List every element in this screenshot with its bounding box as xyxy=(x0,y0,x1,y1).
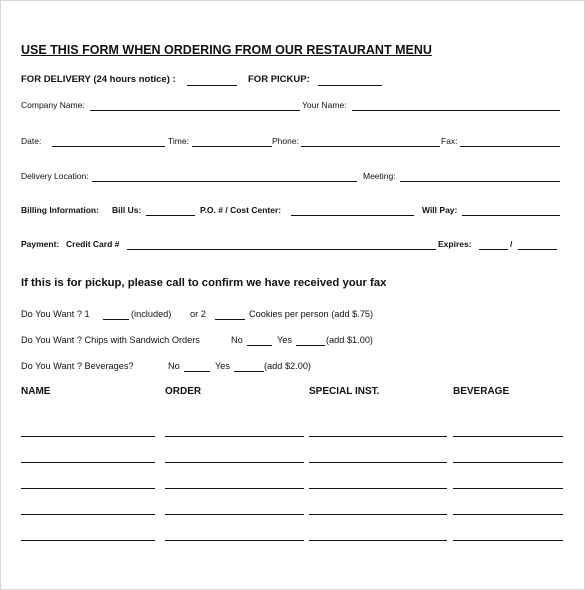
beverages-yes-field[interactable] xyxy=(234,371,264,372)
bill-us-field[interactable] xyxy=(146,215,195,216)
will-pay-label: Will Pay: xyxy=(422,205,458,215)
column-header-special-inst: SPECIAL INST. xyxy=(309,386,380,397)
order-field[interactable] xyxy=(165,462,304,463)
beverages-no-label: No xyxy=(168,361,180,371)
order-field[interactable] xyxy=(165,540,304,541)
date-label: Date: xyxy=(21,136,42,146)
column-header-beverage: BEVERAGE xyxy=(453,386,510,397)
beverage-field[interactable] xyxy=(453,540,563,541)
name-field[interactable] xyxy=(21,540,155,541)
beverages-yes-label: Yes xyxy=(215,361,230,371)
special-inst-field[interactable] xyxy=(309,462,447,463)
expires-year-field[interactable] xyxy=(518,249,557,250)
form-title: USE THIS FORM WHEN ORDERING FROM OUR RESTAURANT MENU xyxy=(21,43,432,57)
special-inst-field[interactable] xyxy=(309,514,447,515)
cookies-price-label: Cookies per person (add $.75) xyxy=(249,309,374,319)
included-label: (included) xyxy=(131,309,172,319)
column-header-name: NAME xyxy=(21,386,51,397)
beverage-field[interactable] xyxy=(453,514,563,515)
beverages-price-label: (add $2.00) xyxy=(264,361,311,371)
pickup-confirm-heading: If this is for pickup, please call to confirm we have received your fax xyxy=(21,277,387,289)
pickup-label: FOR PICKUP: xyxy=(248,74,310,85)
chips-yes-field[interactable] xyxy=(296,345,325,346)
expires-month-field[interactable] xyxy=(479,249,508,250)
will-pay-field[interactable] xyxy=(462,215,560,216)
beverages-question: Do You Want ? Beverages? xyxy=(21,361,134,371)
delivery-field[interactable] xyxy=(187,85,237,86)
beverage-field[interactable] xyxy=(453,462,563,463)
expires-label: Expires: xyxy=(438,239,472,249)
chips-no-label: No xyxy=(231,335,243,345)
time-label: Time: xyxy=(168,136,189,146)
time-field[interactable] xyxy=(192,146,272,147)
bill-us-label: Bill Us: xyxy=(112,205,142,215)
your-name-field[interactable] xyxy=(352,110,560,111)
name-field[interactable] xyxy=(21,514,155,515)
beverage-field[interactable] xyxy=(453,488,563,489)
your-name-label: Your Name: xyxy=(302,100,347,110)
cookies-two-field[interactable] xyxy=(215,319,245,320)
date-field[interactable] xyxy=(52,146,165,147)
fax-field[interactable] xyxy=(460,146,560,147)
order-field[interactable] xyxy=(165,436,304,437)
company-name-field[interactable] xyxy=(90,110,300,111)
credit-card-label: Credit Card # xyxy=(66,239,120,249)
po-cost-center-field[interactable] xyxy=(291,215,414,216)
chips-price-label: (add $1.00) xyxy=(326,335,373,345)
meeting-label: Meeting: xyxy=(363,171,396,181)
credit-card-field[interactable] xyxy=(127,249,436,250)
beverage-field[interactable] xyxy=(453,436,563,437)
special-inst-field[interactable] xyxy=(309,436,447,437)
special-inst-field[interactable] xyxy=(309,540,447,541)
name-field[interactable] xyxy=(21,488,155,489)
payment-label: Payment: xyxy=(21,239,60,249)
billing-info-label: Billing Information: xyxy=(21,205,99,215)
delivery-label: FOR DELIVERY (24 hours notice) : xyxy=(21,74,176,85)
delivery-location-field[interactable] xyxy=(92,181,357,182)
meeting-field[interactable] xyxy=(400,181,560,182)
pickup-field[interactable] xyxy=(318,85,382,86)
cookies-question: Do You Want ? 1 xyxy=(21,309,90,319)
chips-question: Do You Want ? Chips with Sandwich Orders xyxy=(21,335,200,345)
fax-label: Fax: xyxy=(441,136,458,146)
column-header-order: ORDER xyxy=(165,386,202,397)
company-name-label: Company Name: xyxy=(21,100,85,110)
chips-no-field[interactable] xyxy=(247,345,272,346)
expires-slash: / xyxy=(510,239,513,249)
order-field[interactable] xyxy=(165,514,304,515)
phone-label: Phone: xyxy=(272,136,299,146)
name-field[interactable] xyxy=(21,436,155,437)
chips-yes-label: Yes xyxy=(277,335,292,345)
delivery-location-label: Delivery Location: xyxy=(21,171,89,181)
beverages-no-field[interactable] xyxy=(184,371,210,372)
or-two-label: or 2 xyxy=(190,309,206,319)
order-field[interactable] xyxy=(165,488,304,489)
cookies-included-field[interactable] xyxy=(103,319,129,320)
special-inst-field[interactable] xyxy=(309,488,447,489)
name-field[interactable] xyxy=(21,462,155,463)
phone-field[interactable] xyxy=(301,146,440,147)
po-cost-center-label: P.O. # / Cost Center: xyxy=(200,205,282,215)
